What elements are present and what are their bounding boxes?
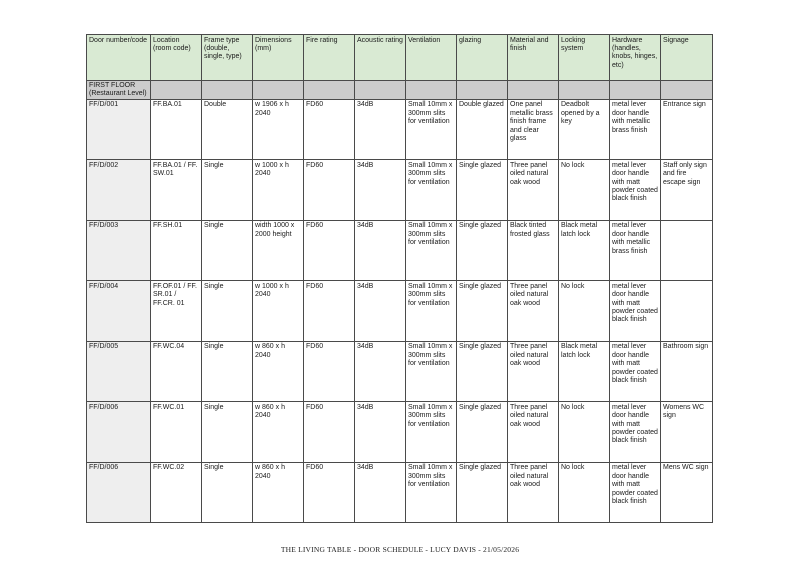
hardware-cell: metal lever door handle with matt powder coated black finish — [610, 402, 661, 463]
material-cell: Three panel oiled natural oak wood — [508, 341, 559, 402]
glazing-cell: Single glazed — [457, 220, 508, 281]
floor-row-cell — [508, 80, 559, 99]
dimensions-cell: w 1906 x h 2040 — [253, 99, 304, 160]
column-header-hardware: Hardware (handles, knobs, hinges, etc) — [610, 35, 661, 81]
material-cell: Three panel oiled natural oak wood — [508, 281, 559, 342]
hardware-cell: metal lever door handle with matt powder coated black finish — [610, 462, 661, 523]
hardware-cell: metal lever door handle with matt powder coated black finish — [610, 281, 661, 342]
column-header-ventilation: Ventilation — [406, 35, 457, 81]
door-schedule-table — [86, 34, 713, 523]
glazing-cell: Double glazed — [457, 99, 508, 160]
fire-rating-cell: FD60 — [304, 220, 355, 281]
floor-row-cell — [355, 80, 406, 99]
floor-row-cell — [151, 80, 202, 99]
fire-rating-cell: FD60 — [304, 99, 355, 160]
acoustic-rating-cell: 34dB — [355, 160, 406, 221]
ventilation-cell: Small 10mm x 300mm slits for ventilation — [406, 402, 457, 463]
material-cell: One panel metallic brass finish frame and clear glass — [508, 99, 559, 160]
column-header-fire-rating: Fire rating — [304, 35, 355, 81]
locking-cell: Black metal latch lock — [559, 341, 610, 402]
location-cell: FF.BA.01 / FF. SW.01 — [151, 160, 202, 221]
fire-rating-cell: FD60 — [304, 402, 355, 463]
material-cell: Three panel oiled natural oak wood — [508, 160, 559, 221]
floor-label: FIRST FLOOR (Restaurant Level) — [87, 80, 151, 99]
door-code-cell: FF/D/002 — [87, 160, 151, 221]
floor-row-cell — [457, 80, 508, 99]
table-row — [87, 462, 713, 523]
locking-cell: No lock — [559, 462, 610, 523]
table-row — [87, 281, 713, 342]
material-cell: Three panel oiled natural oak wood — [508, 402, 559, 463]
column-header-acoustic-rating: Acoustic rating — [355, 35, 406, 81]
column-header-location: Location (room code) — [151, 35, 202, 81]
locking-cell: Deadbolt opened by a key — [559, 99, 610, 160]
ventilation-cell: Small 10mm x 300mm slits for ventilation — [406, 99, 457, 160]
location-cell: FF.BA.01 — [151, 99, 202, 160]
frame-type-cell: Single — [202, 220, 253, 281]
door-code-cell: FF/D/006 — [87, 402, 151, 463]
acoustic-rating-cell: 34dB — [355, 341, 406, 402]
ventilation-cell: Small 10mm x 300mm slits for ventilation — [406, 462, 457, 523]
glazing-cell: Single glazed — [457, 341, 508, 402]
floor-row-cell — [202, 80, 253, 99]
fire-rating-cell: FD60 — [304, 160, 355, 221]
door-code-cell: FF/D/005 — [87, 341, 151, 402]
dimensions-cell: width 1000 x 2000 height — [253, 220, 304, 281]
dimensions-cell: w 1000 x h 2040 — [253, 160, 304, 221]
location-cell: FF.WC.01 — [151, 402, 202, 463]
frame-type-cell: Double — [202, 99, 253, 160]
column-header-door-number: Door number/code — [87, 35, 151, 81]
acoustic-rating-cell: 34dB — [355, 462, 406, 523]
ventilation-cell: Small 10mm x 300mm slits for ventilation — [406, 281, 457, 342]
signage-cell: Entrance sign — [661, 99, 713, 160]
frame-type-cell: Single — [202, 462, 253, 523]
locking-cell: Black metal latch lock — [559, 220, 610, 281]
signage-cell — [661, 220, 713, 281]
fire-rating-cell: FD60 — [304, 281, 355, 342]
acoustic-rating-cell: 34dB — [355, 220, 406, 281]
location-cell: FF.SH.01 — [151, 220, 202, 281]
location-cell: FF.WC.02 — [151, 462, 202, 523]
floor-row-cell — [559, 80, 610, 99]
locking-cell: No lock — [559, 160, 610, 221]
signage-cell: Mens WC sign — [661, 462, 713, 523]
dimensions-cell: w 860 x h 2040 — [253, 402, 304, 463]
hardware-cell: metal lever door handle with matt powder coated black finish — [610, 341, 661, 402]
column-header-material-finish: Material and finish — [508, 35, 559, 81]
acoustic-rating-cell: 34dB — [355, 402, 406, 463]
hardware-cell: metal lever door handle with matt powder coated black finish — [610, 160, 661, 221]
ventilation-cell: Small 10mm x 300mm slits for ventilation — [406, 341, 457, 402]
acoustic-rating-cell: 34dB — [355, 281, 406, 342]
locking-cell: No lock — [559, 281, 610, 342]
door-code-cell: FF/D/003 — [87, 220, 151, 281]
column-header-frame-type: Frame type (double, single, type) — [202, 35, 253, 81]
column-header-glazing: glazing — [457, 35, 508, 81]
dimensions-cell: w 1000 x h 2040 — [253, 281, 304, 342]
location-cell: FF.WC.04 — [151, 341, 202, 402]
floor-row-cell — [304, 80, 355, 99]
document-footer: THE LIVING TABLE - DOOR SCHEDULE - LUCY DAVIS - 21/05/2026 — [280, 545, 520, 554]
table-header — [87, 35, 713, 81]
table-row — [87, 402, 713, 463]
locking-cell: No lock — [559, 402, 610, 463]
glazing-cell: Single glazed — [457, 402, 508, 463]
floor-row-cell — [406, 80, 457, 99]
glazing-cell: Single glazed — [457, 160, 508, 221]
signage-cell: Womens WC sign — [661, 402, 713, 463]
material-cell: Three panel oiled natural oak wood — [508, 462, 559, 523]
column-header-locking-system: Locking system — [559, 35, 610, 81]
table-body — [87, 80, 713, 523]
door-code-cell: FF/D/001 — [87, 99, 151, 160]
door-code-cell: FF/D/004 — [87, 281, 151, 342]
table-row — [87, 99, 713, 160]
header-row — [87, 35, 713, 81]
hardware-cell: metal lever door handle with metallic brass finish — [610, 220, 661, 281]
signage-cell: Bathroom sign — [661, 341, 713, 402]
floor-section-row — [87, 80, 713, 99]
floor-row-cell — [661, 80, 713, 99]
table-row — [87, 160, 713, 221]
signage-cell: Staff only sign and fire escape sign — [661, 160, 713, 221]
ventilation-cell: Small 10mm x 300mm slits for ventilation — [406, 160, 457, 221]
dimensions-cell: w 860 x h 2040 — [253, 341, 304, 402]
frame-type-cell: Single — [202, 402, 253, 463]
fire-rating-cell: FD60 — [304, 341, 355, 402]
fire-rating-cell: FD60 — [304, 462, 355, 523]
ventilation-cell: Small 10mm x 300mm slits for ventilation — [406, 220, 457, 281]
frame-type-cell: Single — [202, 281, 253, 342]
column-header-dimensions: Dimensions (mm) — [253, 35, 304, 81]
material-cell: Black tinted frosted glass — [508, 220, 559, 281]
table-row — [87, 220, 713, 281]
frame-type-cell: Single — [202, 341, 253, 402]
column-header-signage: Signage — [661, 35, 713, 81]
hardware-cell: metal lever door handle with metallic brass finish — [610, 99, 661, 160]
floor-row-cell — [610, 80, 661, 99]
dimensions-cell: w 860 x h 2040 — [253, 462, 304, 523]
glazing-cell: Single glazed — [457, 281, 508, 342]
frame-type-cell: Single — [202, 160, 253, 221]
door-code-cell: FF/D/006 — [87, 462, 151, 523]
signage-cell — [661, 281, 713, 342]
table-row — [87, 341, 713, 402]
glazing-cell: Single glazed — [457, 462, 508, 523]
location-cell: FF.OF.01 / FF. SR.01 / FF.CR. 01 — [151, 281, 202, 342]
acoustic-rating-cell: 34dB — [355, 99, 406, 160]
floor-row-cell — [253, 80, 304, 99]
